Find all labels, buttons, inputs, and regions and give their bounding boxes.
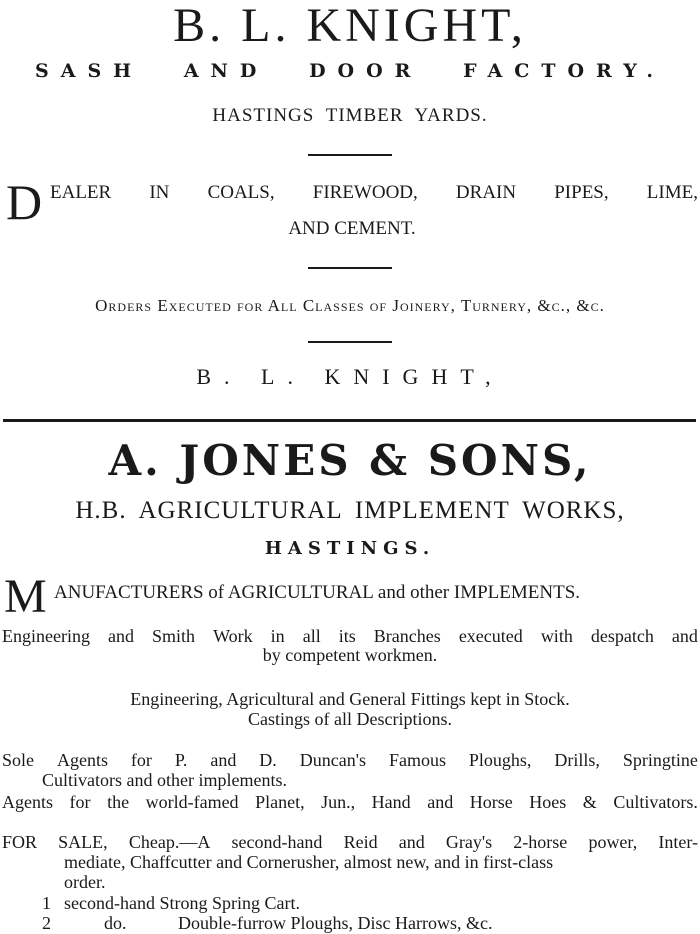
divider: [308, 267, 392, 269]
manufacturers-drop-cap: M: [4, 570, 47, 623]
word: in: [270, 626, 285, 646]
dealer-line-1-word: EALER: [50, 182, 112, 203]
word: its: [338, 626, 356, 646]
word: for: [130, 750, 152, 770]
dealer-line-1-word: IN: [149, 182, 170, 203]
agents-line: [2, 792, 698, 813]
word: Branches: [373, 626, 441, 646]
word: and: [108, 626, 135, 646]
word: Sole: [2, 750, 35, 770]
for-sale-line-1: [2, 832, 698, 853]
knight-signature: B. L. KNIGHT,: [196, 364, 504, 389]
word: the: [107, 792, 130, 812]
sash-heading-word: FACTORY.: [463, 60, 665, 82]
word: and: [671, 626, 698, 646]
dealer-line-2: AND CEMENT.: [288, 218, 416, 239]
word: D.: [259, 750, 277, 770]
sash-heading-word: AND: [183, 60, 269, 82]
word: Smith: [152, 626, 196, 646]
dealer-line-1-word: PIPES,: [554, 182, 609, 203]
divider: [308, 341, 392, 343]
word: world-famed: [145, 792, 239, 812]
word: Reid: [343, 832, 378, 852]
word: Planet,: [255, 792, 305, 812]
engineering-line-2: by competent workmen.: [262, 645, 438, 665]
sale-item-1-number: 1: [42, 893, 51, 913]
engineering-line-1: [2, 626, 698, 647]
word: despatch: [590, 626, 654, 646]
sale-item-1-text: second-hand Strong Spring Cart.: [64, 893, 300, 913]
word: Inter-: [658, 832, 698, 852]
word: Cheap.—A: [128, 832, 211, 852]
implement-works-heading: H.B. AGRICULTURAL IMPLEMENT WORKS,: [75, 497, 625, 524]
word: Duncan's: [299, 750, 366, 770]
sole-agents-line-2: Cultivators and other implements.: [42, 770, 287, 790]
word: Horse: [469, 792, 513, 812]
sash-heading-word: DOOR: [309, 60, 423, 82]
dealer-line-1: [50, 182, 698, 204]
word: and: [210, 750, 237, 770]
word: Agents: [56, 750, 108, 770]
sale-item-2-ditto: do.: [104, 913, 127, 933]
word: and: [427, 792, 454, 812]
word: Hand: [371, 792, 411, 812]
sash-heading-word: SASH: [35, 60, 144, 82]
dealer-line-1-word: DRAIN: [455, 182, 517, 203]
sale-item-2-number: 2: [42, 913, 51, 933]
sale-item-2-text: Double-furrow Ploughs, Disc Harrows, &c.: [178, 913, 493, 933]
word: SALE,: [58, 832, 108, 852]
dealer-line-1-word: COALS,: [207, 182, 275, 203]
knight-title: B. L. KNIGHT,: [173, 0, 527, 52]
jones-title: A. JONES & SONS,: [108, 436, 592, 485]
dealer-drop-cap: D: [6, 174, 43, 230]
word: 2-horse: [513, 832, 568, 852]
sash-and-door-factory-heading: [0, 60, 700, 82]
section-divider: [3, 419, 696, 422]
word: for: [69, 792, 91, 812]
word: FOR: [2, 832, 38, 852]
for-sale-line-2: mediate, Chaffcutter and Cornerusher, almost new, and in first-class: [64, 852, 554, 872]
word: Hoes: [529, 792, 567, 812]
word: Ploughs,: [468, 750, 532, 770]
word: P.: [174, 750, 188, 770]
word: Famous: [388, 750, 446, 770]
word: Drills,: [554, 750, 600, 770]
stock-line-2: Castings of all Descriptions.: [248, 709, 452, 729]
stock-line-1: Engineering, Agricultural and General Fittings kept in Stock.: [130, 689, 570, 709]
word: power,: [588, 832, 638, 852]
word: Engineering: [2, 626, 90, 646]
word: Gray's: [445, 832, 493, 852]
dealer-line-1-word: LIME,: [646, 182, 698, 203]
hastings-heading: HASTINGS.: [264, 538, 436, 559]
word: Work: [213, 626, 253, 646]
word: with: [540, 626, 573, 646]
divider: [308, 154, 392, 156]
word: &: [582, 792, 597, 812]
word: Cultivators.: [613, 792, 698, 812]
word: and: [398, 832, 425, 852]
timber-yards-heading: HASTINGS TIMBER YARDS.: [212, 105, 488, 126]
word: all: [302, 626, 321, 646]
word: executed: [458, 626, 523, 646]
for-sale-line-3: order.: [64, 872, 106, 892]
orders-line: Orders Executed for All Classes of Joinery, Turnery, &c., &c.: [95, 296, 605, 315]
word: Agents: [2, 792, 53, 812]
dealer-line-1-word: FIREWOOD,: [312, 182, 418, 203]
word: Springtine: [622, 750, 698, 770]
manufacturers-text: ANUFACTURERS of AGRICULTURAL and other IMPLEMENTS.: [54, 582, 581, 603]
word: second-hand: [231, 832, 323, 852]
word: Jun.,: [321, 792, 356, 812]
sole-agents-line-1: [2, 750, 698, 771]
